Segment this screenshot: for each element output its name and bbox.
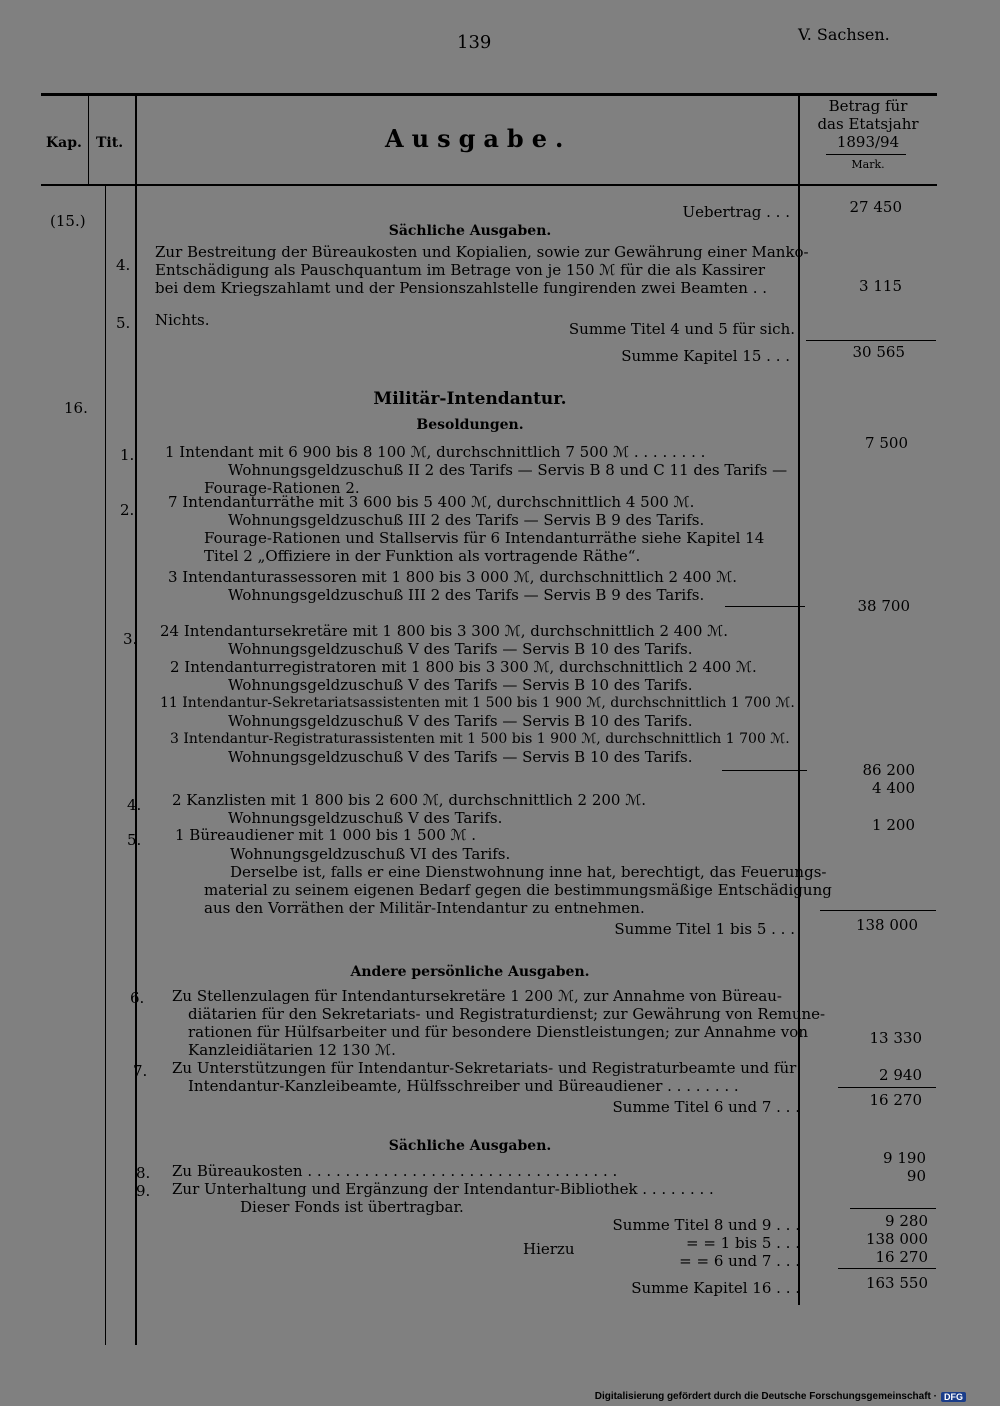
rule-tit-2 <box>725 606 805 607</box>
tit-6: 6. <box>130 989 145 1007</box>
tit-3-text-7: 3 Intendantur-Registraturassistenten mit 1 500 bis 1 900 ℳ, durchschnittlich 1 700 ℳ. <box>170 731 790 747</box>
tit-4b-value: 4 400 <box>872 779 915 797</box>
hierzu-6-7-value: 16 270 <box>875 1248 928 1266</box>
summe-8-9: Summe Titel 8 und 9 . . . <box>612 1216 800 1234</box>
tit-8: 8. <box>136 1164 151 1182</box>
tit-5b: 5. <box>127 831 142 849</box>
tit-3-text-6: Wohnungsgeldzuschuß V des Tarifs — Servis B 10 des Tarifs. <box>228 712 693 730</box>
tit-7-text-2: Intendantur-Kanzleibeamte, Hülfsschreiber und Büreaudiener . . . . . . . . <box>188 1077 739 1095</box>
tit-2-text-3: Fourage-Rationen und Stallservis für 6 Intendanturräthe siehe Kapitel 14 <box>204 529 765 547</box>
tit-4b-text-2: Wohnungsgeldzuschuß V des Tarifs. <box>228 809 503 827</box>
tit-5b-text-1: 1 Büreaudiener mit 1 000 bis 1 500 ℳ . <box>175 826 477 844</box>
tit-5b-value: 1 200 <box>872 816 915 834</box>
saechliche-heading-2: Sächliche Ausgaben. <box>388 1138 552 1154</box>
tit-4b-text-1: 2 Kanzlisten mit 1 800 bis 2 600 ℳ, durchschnittlich 2 200 ℳ. <box>172 791 647 809</box>
summe-kap-16-value: 163 550 <box>865 1274 928 1292</box>
tit-6-text-1: Zu Stellenzulagen für Intendantursekretäre 1 200 ℳ, zur Annahme von Büreau- <box>172 987 782 1005</box>
tit-3: 3. <box>123 630 138 648</box>
hierzu-label: Hierzu <box>523 1240 575 1258</box>
uebertrag-value: 27 450 <box>849 198 902 216</box>
tit-9-text-2: Dieser Fonds ist übertragbar. <box>240 1198 464 1216</box>
summe-4-5: Summe Titel 4 und 5 für sich. <box>568 320 795 338</box>
tit-1-text-1: 1 Intendant mit 6 900 bis 8 100 ℳ, durchschnittlich 7 500 ℳ . . . . . . . . <box>165 443 706 461</box>
besoldungen-heading: Besoldungen. <box>416 417 524 433</box>
kap-15: (15.) <box>50 212 86 230</box>
tit-5b-text-2: Wohnungsgeldzuschuß VI des Tarifs. <box>230 845 511 863</box>
tit-6-text-4: Kanzleidiätarien 12 130 ℳ. <box>188 1041 396 1059</box>
header-bottom-rule <box>41 184 937 186</box>
tit-3-text-4: Wohnungsgeldzuschuß V des Tarifs — Servis B 10 des Tarifs. <box>228 676 693 694</box>
col-divider-kap <box>88 95 89 185</box>
summe-kap-16: Summe Kapitel 16 . . . <box>631 1279 800 1297</box>
rule-tit-6-7 <box>838 1087 936 1088</box>
hierzu-1-5: = = 1 bis 5 . . . <box>685 1234 800 1252</box>
tit-1-text-2: Wohnungsgeldzuschuß II 2 des Tarifs — Servis B 8 und C 11 des Tarifs — <box>228 461 788 479</box>
saechliche-heading-1: Sächliche Ausgaben. <box>388 223 552 239</box>
tit-2: 2. <box>120 501 135 519</box>
tit-2-text-4: Titel 2 „Offiziere in der Funktion als vortragende Räthe“. <box>204 547 641 565</box>
tit-3-text-3: 2 Intendanturregistratoren mit 1 800 bis 3 300 ℳ, durchschnittlich 2 400 ℳ. <box>170 658 757 676</box>
tit-6-text-3: rationen für Hülfsarbeiter und für besondere Dienstleistungen; zur Annahme von <box>188 1023 808 1041</box>
tit-3-value: 86 200 <box>862 761 915 779</box>
tit-2-text-5: 3 Intendanturassessoren mit 1 800 bis 3 000 ℳ, durchschnittlich 2 400 ℳ. <box>168 568 738 586</box>
tit-5-text: Nichts. <box>155 311 210 329</box>
kap-16: 16. <box>64 399 88 417</box>
col-header-betrag-2: das Etatsjahr <box>817 115 919 133</box>
col-header-unit: Mark. <box>851 158 885 171</box>
footer-credit <box>595 1391 966 1402</box>
tit-1-value: 7 500 <box>865 434 908 452</box>
summe-8-9-value: 9 280 <box>885 1212 928 1230</box>
tit-7: 7. <box>133 1062 148 1080</box>
tit-3-text-8: Wohnungsgeldzuschuß V des Tarifs — Servis B 10 des Tarifs. <box>228 748 693 766</box>
tit-9: 9. <box>136 1182 151 1200</box>
tit-9-value: 90 <box>906 1167 926 1185</box>
col-header-kap: Kap. <box>46 135 82 151</box>
tit-2-value: 38 700 <box>857 597 910 615</box>
table-top-rule <box>41 93 937 96</box>
rule-kap15 <box>806 340 936 341</box>
tit-1: 1. <box>120 446 135 464</box>
tit-6-text-2: diätarien für den Sekretariats- und Registraturdienst; zur Gewährung von Remune- <box>188 1005 826 1023</box>
hierzu-6-7: = = 6 und 7 . . . <box>679 1252 800 1270</box>
tit-2-text-2: Wohnungsgeldzuschuß III 2 des Tarifs — Servis B 9 des Tarifs. <box>228 511 705 529</box>
summe-6-7: Summe Titel 6 und 7 . . . <box>612 1098 800 1116</box>
tit-7-value: 2 940 <box>879 1066 922 1084</box>
rule-kap16 <box>838 1268 936 1269</box>
tit-1-text-3: Fourage-Rationen 2. <box>204 479 360 497</box>
page-number: 139 <box>457 32 492 53</box>
tit-4-text-3: bei dem Kriegszahlamt und der Pensionszahlstelle fungirenden zwei Beamten . . <box>155 279 768 297</box>
tit-4-text-2: Entschädigung als Pauschquantum im Betrage von je 150 ℳ für die als Kassirer <box>155 261 766 279</box>
tit-8-value: 9 190 <box>883 1149 926 1167</box>
summe-kap-15-value: 30 565 <box>852 343 905 361</box>
col-header-ausgabe: Ausgabe. <box>385 124 572 153</box>
section-label: V. Sachsen. <box>798 25 890 44</box>
tit-2-text-1: 7 Intendanturräthe mit 3 600 bis 5 400 ℳ, durchschnittlich 4 500 ℳ. <box>168 493 695 511</box>
tit-3-text-5: 11 Intendantur-Sekretariatsassistenten mit 1 500 bis 1 900 ℳ, durchschnittlich 1 700 ℳ. <box>160 695 795 711</box>
tit-5b-text-4: material zu seinem eigenen Bedarf gegen die bestimmungsmäßige Entschädigung <box>204 881 832 899</box>
tit-4b: 4. <box>127 796 142 814</box>
tit-5: 5. <box>116 314 131 332</box>
tit-4: 4. <box>116 256 131 274</box>
tit-3-text-1: 24 Intendantursekretäre mit 1 800 bis 3 300 ℳ, durchschnittlich 2 400 ℳ. <box>160 622 728 640</box>
summe-1-5-value: 138 000 <box>855 916 918 934</box>
hierzu-1-5-value: 138 000 <box>865 1230 928 1248</box>
tit-4-value: 3 115 <box>859 277 902 295</box>
col-header-betrag-1: Betrag für <box>828 97 908 115</box>
col-header-betrag-3: 1893/94 <box>836 133 900 151</box>
militaer-heading: Militär-Intendantur. <box>373 389 567 409</box>
tit-4-text-1: Zur Bestreitung der Büreaukosten und Kopialien, sowie zur Gewährung einer Manko- <box>155 243 809 261</box>
col-divider-tit-body <box>105 185 106 1345</box>
summe-6-7-value: 16 270 <box>869 1091 922 1109</box>
summe-1-5: Summe Titel 1 bis 5 . . . <box>614 920 795 938</box>
rule-tit-8-9 <box>850 1208 936 1209</box>
footer-text: Digitalisierung gefördert durch die Deutsche Forschungsgemeinschaft · <box>594 1391 937 1402</box>
tit-5b-text-3: Derselbe ist, falls er eine Dienstwohnung inne hat, berechtigt, das Feuerungs- <box>230 863 827 881</box>
tit-8-text: Zu Büreaukosten . . . . . . . . . . . . . . . . . . . . . . . . . . . . . . . . . <box>172 1162 618 1180</box>
summe-kap-15: Summe Kapitel 15 . . . <box>621 347 790 365</box>
andere-heading: Andere persönliche Ausgaben. <box>350 964 590 980</box>
uebertrag-label: Uebertrag . . . <box>682 203 790 221</box>
col-header-tit: Tit. <box>96 135 124 151</box>
tit-7-text-1: Zu Unterstützungen für Intendantur-Sekretariats- und Registraturbeamte und für <box>172 1059 797 1077</box>
tit-6-value: 13 330 <box>869 1029 922 1047</box>
tit-9-text-1: Zur Unterhaltung und Ergänzung der Intendantur-Bibliothek . . . . . . . . <box>172 1180 714 1198</box>
col-divider-tit <box>135 95 137 1345</box>
betrag-unit-rule <box>826 154 906 155</box>
rule-tit-3 <box>722 770 807 771</box>
tit-3-text-2: Wohnungsgeldzuschuß V des Tarifs — Servis B 10 des Tarifs. <box>228 640 693 658</box>
tit-5b-text-5: aus den Vorräthen der Militär-Intendantur zu entnehmen. <box>204 899 645 917</box>
tit-2-text-6: Wohnungsgeldzuschuß III 2 des Tarifs — Servis B 9 des Tarifs. <box>228 586 705 604</box>
rule-tit-1-5 <box>820 910 936 911</box>
dfg-logo: DFG <box>941 1392 966 1402</box>
